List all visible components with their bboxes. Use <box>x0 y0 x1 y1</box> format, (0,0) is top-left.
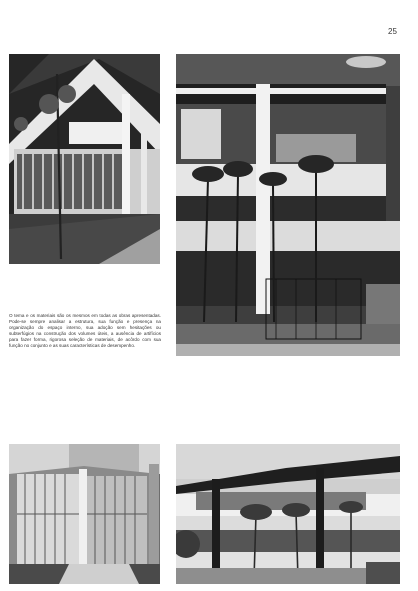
photo-building-exterior <box>176 444 400 584</box>
photo-house-angled-roof <box>9 54 160 264</box>
photo-glass-facade <box>9 444 160 584</box>
photo-apartment-building <box>176 54 400 356</box>
caption-text: O tema e os materiais são os mesmos em todas as obras apresentadas. Pode-se sempre analisar a estrutura, sua função e presença na organização do espaço interno, sua adoção sem hesitações ou subterfúgios na construção dos volumes úteis, a ausência de artifícios para fazer forma, rigorosa seleção de materiais, de acôrdo com sua função no conjunto e as suas características de desempenho. <box>9 313 161 349</box>
page-number: 25 <box>388 27 397 36</box>
